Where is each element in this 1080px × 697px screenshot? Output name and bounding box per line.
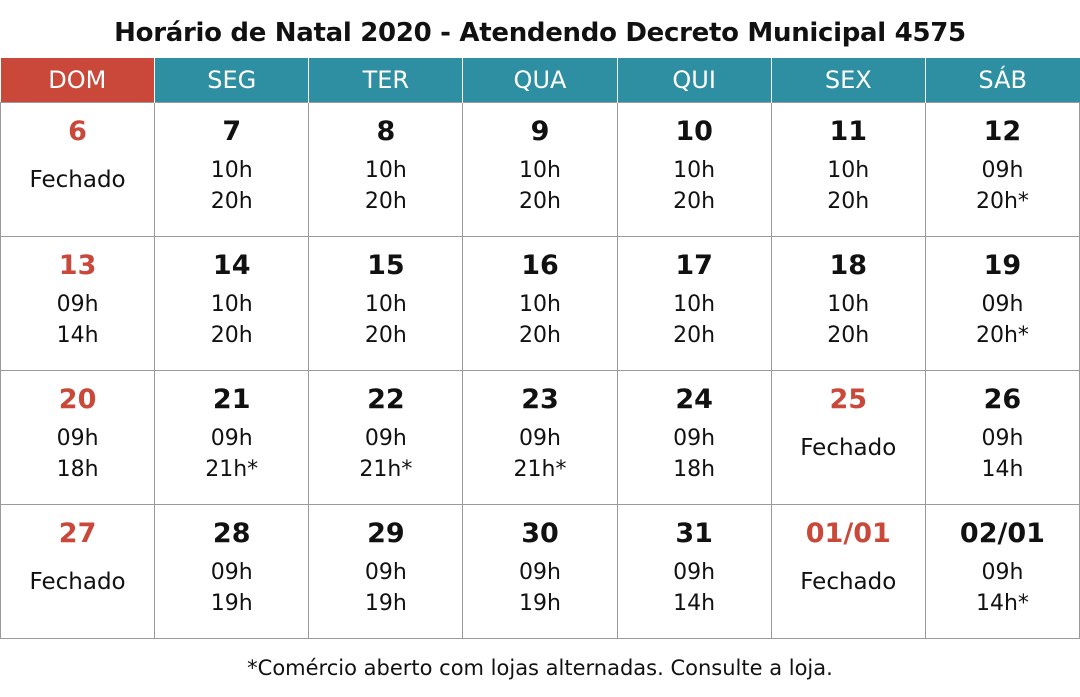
opening-time: 10h bbox=[519, 158, 561, 183]
calendar-body bbox=[1, 103, 1080, 639]
schedule-calendar bbox=[0, 58, 1080, 639]
closed-label: Fechado bbox=[29, 569, 126, 595]
day-number: 01/01 bbox=[805, 518, 891, 549]
hours-block bbox=[57, 423, 99, 485]
day-number: 13 bbox=[58, 250, 97, 281]
day-number: 18 bbox=[829, 250, 868, 281]
hours-block bbox=[359, 423, 412, 485]
hours-block bbox=[673, 155, 715, 217]
day-number: 17 bbox=[675, 250, 713, 281]
opening-time: 09h bbox=[981, 426, 1024, 451]
closing-time: 19h bbox=[210, 591, 253, 616]
opening-time: 09h bbox=[981, 292, 1024, 317]
opening-time: 09h bbox=[519, 426, 561, 451]
day-cell bbox=[155, 505, 309, 639]
day-cell bbox=[309, 505, 463, 639]
weekday-header-row bbox=[1, 58, 1080, 103]
day-number: 02/01 bbox=[959, 518, 1045, 549]
day-cell bbox=[1, 505, 155, 639]
day-cell bbox=[771, 237, 925, 371]
closing-time: 18h bbox=[56, 457, 99, 482]
opening-time: 09h bbox=[364, 560, 407, 585]
week-row bbox=[1, 237, 1080, 371]
hours-block bbox=[365, 557, 407, 619]
day-number: 24 bbox=[675, 384, 713, 415]
week-row bbox=[1, 103, 1080, 237]
closing-time: 20h bbox=[210, 189, 253, 214]
day-cell bbox=[925, 371, 1079, 505]
hours-block bbox=[211, 155, 253, 217]
closing-time: 20h bbox=[519, 189, 561, 214]
hours-block bbox=[827, 289, 869, 351]
opening-time: 09h bbox=[210, 560, 253, 585]
opening-time: 10h bbox=[827, 158, 870, 183]
day-number: 31 bbox=[675, 518, 713, 549]
day-cell bbox=[1, 237, 155, 371]
closing-time: 20h bbox=[673, 189, 716, 214]
opening-time: 10h bbox=[519, 292, 561, 317]
closing-time: 21h* bbox=[359, 457, 413, 482]
closing-time: 21h* bbox=[513, 457, 567, 482]
closing-time: 19h bbox=[364, 591, 407, 616]
header-qui: QUI bbox=[617, 58, 771, 103]
day-number: 28 bbox=[212, 518, 251, 549]
hours-block bbox=[827, 155, 869, 217]
day-number: 29 bbox=[367, 518, 405, 549]
opening-time: 10h bbox=[673, 158, 716, 183]
hours-block bbox=[365, 155, 407, 217]
closing-time: 19h bbox=[519, 591, 561, 616]
header-sab: SÁB bbox=[925, 58, 1079, 103]
closing-time: 20h bbox=[827, 189, 870, 214]
day-number: 21 bbox=[212, 384, 251, 415]
day-cell bbox=[463, 371, 617, 505]
day-number: 27 bbox=[58, 518, 97, 549]
day-number: 22 bbox=[367, 384, 405, 415]
opening-time: 09h bbox=[56, 292, 99, 317]
closed-label: Fechado bbox=[29, 167, 126, 193]
hours-block bbox=[514, 423, 567, 485]
day-cell bbox=[925, 505, 1079, 639]
closing-time: 18h bbox=[673, 457, 716, 482]
hours-block bbox=[57, 289, 99, 351]
hours-block bbox=[673, 423, 715, 485]
opening-time: 10h bbox=[827, 292, 870, 317]
day-cell bbox=[771, 371, 925, 505]
header-ter: TER bbox=[309, 58, 463, 103]
closed-label: Fechado bbox=[800, 569, 897, 595]
opening-time: 09h bbox=[981, 560, 1024, 585]
day-number: 14 bbox=[212, 250, 251, 281]
day-cell bbox=[309, 371, 463, 505]
page-title: Horário de Natal 2020 - Atendendo Decreto Municipal 4575 bbox=[114, 18, 966, 48]
opening-time: 09h bbox=[210, 426, 253, 451]
day-cell bbox=[309, 237, 463, 371]
hours-block bbox=[519, 155, 561, 217]
opening-time: 10h bbox=[364, 292, 407, 317]
header-dom: DOM bbox=[1, 58, 155, 103]
day-number: 9 bbox=[530, 116, 550, 147]
closing-time: 20h* bbox=[975, 189, 1029, 214]
opening-time: 09h bbox=[364, 426, 407, 451]
closing-time: 14h* bbox=[975, 591, 1029, 616]
closing-time: 20h bbox=[210, 323, 253, 348]
closing-time: 20h bbox=[519, 323, 561, 348]
hours-block bbox=[981, 423, 1023, 485]
week-row bbox=[1, 505, 1080, 639]
day-cell bbox=[617, 237, 771, 371]
day-number: 23 bbox=[521, 384, 559, 415]
day-number: 26 bbox=[983, 384, 1022, 415]
opening-time: 09h bbox=[519, 560, 561, 585]
day-cell bbox=[155, 103, 309, 237]
week-row bbox=[1, 371, 1080, 505]
day-cell bbox=[1, 103, 155, 237]
hours-block bbox=[519, 557, 561, 619]
closing-time: 20h bbox=[673, 323, 716, 348]
hours-block bbox=[673, 557, 715, 619]
day-cell bbox=[1, 371, 155, 505]
hours-block bbox=[976, 155, 1029, 217]
day-cell bbox=[617, 505, 771, 639]
opening-time: 10h bbox=[673, 292, 716, 317]
day-number: 20 bbox=[58, 384, 97, 415]
opening-time: 10h bbox=[364, 158, 407, 183]
header-seg: SEG bbox=[155, 58, 309, 103]
day-number: 19 bbox=[983, 250, 1022, 281]
closed-label: Fechado bbox=[800, 435, 897, 461]
opening-time: 09h bbox=[981, 158, 1024, 183]
day-cell bbox=[463, 505, 617, 639]
hours-block bbox=[673, 289, 715, 351]
closing-time: 14h bbox=[56, 323, 99, 348]
day-number: 25 bbox=[829, 384, 868, 415]
closing-time: 20h bbox=[364, 323, 407, 348]
day-cell bbox=[925, 237, 1079, 371]
day-cell bbox=[155, 371, 309, 505]
day-cell bbox=[463, 237, 617, 371]
hours-block bbox=[519, 289, 561, 351]
opening-time: 09h bbox=[56, 426, 99, 451]
closing-time: 20h bbox=[364, 189, 407, 214]
closing-time: 20h bbox=[827, 323, 870, 348]
day-number: 15 bbox=[367, 250, 405, 281]
day-cell bbox=[771, 505, 925, 639]
day-number: 30 bbox=[521, 518, 559, 549]
day-cell bbox=[309, 103, 463, 237]
footnote: *Comércio aberto com lojas alternadas. Consulte a loja. bbox=[247, 656, 833, 680]
header-qua: QUA bbox=[463, 58, 617, 103]
day-number: 7 bbox=[222, 116, 242, 147]
closing-time: 14h bbox=[981, 457, 1024, 482]
day-cell bbox=[155, 237, 309, 371]
opening-time: 10h bbox=[210, 158, 253, 183]
day-cell bbox=[617, 371, 771, 505]
closing-time: 21h* bbox=[205, 457, 259, 482]
day-number: 12 bbox=[983, 116, 1022, 147]
hours-block bbox=[976, 289, 1029, 351]
opening-time: 10h bbox=[210, 292, 253, 317]
opening-time: 09h bbox=[673, 426, 716, 451]
day-cell bbox=[925, 103, 1079, 237]
closing-time: 20h* bbox=[975, 323, 1029, 348]
hours-block bbox=[211, 557, 253, 619]
hours-block bbox=[365, 289, 407, 351]
hours-block bbox=[976, 557, 1029, 619]
header-sex: SEX bbox=[771, 58, 925, 103]
day-cell bbox=[771, 103, 925, 237]
day-cell bbox=[463, 103, 617, 237]
opening-time: 09h bbox=[673, 560, 716, 585]
day-number: 6 bbox=[68, 116, 87, 147]
day-number: 10 bbox=[675, 116, 713, 147]
hours-block bbox=[211, 289, 253, 351]
day-number: 8 bbox=[376, 116, 396, 147]
hours-block bbox=[205, 423, 258, 485]
day-number: 11 bbox=[829, 116, 868, 147]
closing-time: 14h bbox=[673, 591, 716, 616]
day-cell bbox=[617, 103, 771, 237]
day-number: 16 bbox=[521, 250, 559, 281]
